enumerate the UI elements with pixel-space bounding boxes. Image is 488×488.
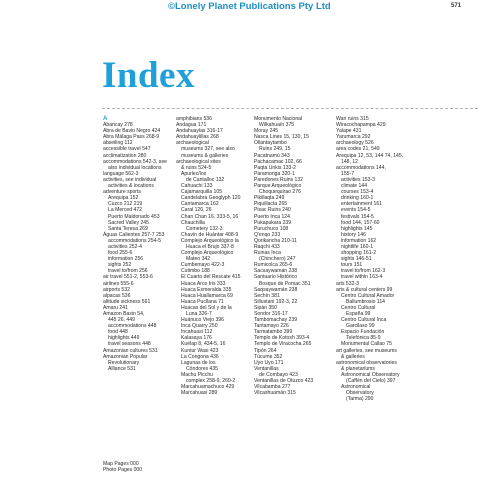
- index-entry: Tambomachay 239: [254, 317, 298, 324]
- index-entry: Puerto Inca 124: [254, 213, 290, 220]
- index-entry: air travel 551-2, 553-6: [103, 274, 153, 281]
- index-entry: arts 532-3: [336, 280, 359, 287]
- index-entry: Bosque de Pomac 351: [259, 280, 311, 287]
- index-entry: Paqta Unkis 133-2: [254, 164, 296, 171]
- index-entry: Arequipa 12, 53, 144 74, 145,: [336, 152, 404, 159]
- index-entry: Astronomical Observatory: [341, 371, 400, 378]
- index-entry: Nasca Lines 15, 130, 15: [254, 134, 309, 141]
- index-entry: Paredones Ruins 132: [254, 176, 303, 183]
- title-divider: [102, 108, 478, 109]
- index-entry: Cumbemayo 422-3: [181, 262, 225, 269]
- index-entry: Centro Cultural Inca: [341, 317, 387, 324]
- index-entry: climate 144: [341, 183, 368, 190]
- index-entry: Sacsaywamán 238: [254, 268, 298, 275]
- index-entry: Chan Chan 16, 333-5, 16: [181, 213, 239, 220]
- index-entry: Tipón 264: [254, 347, 277, 354]
- index-entry: Saqsaywamán 238: [254, 286, 298, 293]
- index-entry: Observatory: [346, 390, 374, 397]
- index-entry: sights 146-51: [341, 256, 372, 263]
- index-entry: La Congona 436: [181, 353, 219, 360]
- index-entry: Centro Cultural: [341, 304, 376, 311]
- index-entry: Templo de Viracocha 265: [254, 341, 312, 348]
- index-entry: (Chinchero) 247: [259, 256, 296, 263]
- index-entry: Huaca Huallamarca 69: [181, 292, 233, 299]
- index-entry: Huaca el Brujo 337-8: [186, 243, 234, 250]
- index-entry: Amazon Basin 54,: [103, 311, 145, 317]
- index-entry: courses 153-4: [341, 189, 374, 196]
- index-entry: Cantamarca 162: [181, 201, 219, 208]
- index-entry: also individual locations: [108, 164, 162, 171]
- index-entry: Choquequirao 276: [259, 189, 301, 196]
- index-entry: Ruins 249, 15: [259, 146, 291, 153]
- index-entry: Abancay 278: [103, 122, 133, 129]
- index-column-2: [176, 116, 240, 396]
- index-entry: Tantamayo 226: [254, 323, 289, 330]
- index-entry: area codes 21, 549: [336, 146, 380, 153]
- index-entry: Tarmatambo 399: [254, 329, 293, 336]
- index-entry: Sipán 350: [254, 304, 277, 311]
- index-entry: Caral 120, 26: [181, 207, 212, 214]
- index-entry: abseiling 112: [103, 140, 133, 147]
- page-header: [0, 0, 488, 14]
- index-entry: drinking 160-1: [341, 195, 374, 202]
- index-entry: food 255-6: [108, 250, 133, 257]
- index-entry: Abra Málaga Pass 268-9: [103, 134, 160, 141]
- index-entry: Andagua 171: [176, 122, 207, 129]
- index-entry: Telefónica 85-9: [346, 335, 381, 342]
- photo-pages-key: Photo Pages 000: [103, 467, 143, 474]
- index-entry: 148, 12: [341, 158, 358, 165]
- index-entry: accommodations 254-5: [108, 237, 161, 244]
- index-entry: tours 151: [341, 262, 363, 269]
- index-entry: Marcahuamachuco 429: [181, 384, 235, 391]
- index-entry: amphibians 536: [176, 116, 212, 122]
- index-entry: El Cuarto del Rescate 415: [181, 274, 241, 281]
- index-entry: events 154-5: [341, 207, 371, 214]
- index-entry: airlines 555-6: [103, 280, 134, 287]
- index-entry: Lagunas de los: [181, 359, 216, 366]
- index-entry: Yalape 431: [336, 128, 362, 135]
- index-entry: Andahuaylillas 268: [176, 134, 219, 141]
- index-entry: Rumicolca 265-6: [254, 262, 293, 269]
- index-entry: museums & galleries: [181, 152, 229, 159]
- index-entry: Mateo 342: [186, 256, 211, 263]
- index-entry: Cemetery 132-3: [186, 225, 223, 232]
- index-entry: Monumento Nacional: [254, 116, 303, 122]
- index-entry: Espacio Fundación: [341, 329, 385, 336]
- index-entry: Pachacamac 102, 66: [254, 158, 302, 165]
- index-entry: art galleries, see museums: [336, 347, 397, 354]
- index-entry: Qorikancha 210-11: [254, 237, 297, 244]
- index-entry: Sacred Valley 245: [108, 219, 149, 226]
- index-entry: Ruinas Inca: [254, 250, 281, 257]
- index-entry: archaeological: [176, 140, 209, 147]
- index-entry: Chauchilla: [181, 219, 205, 226]
- index-entry: Arequipa 152: [108, 195, 139, 202]
- index-entry: España 99: [346, 311, 371, 317]
- index-entry: Cutimbo 188: [181, 268, 210, 275]
- index-entry: Parque Arqueológico: [254, 183, 302, 190]
- index-entry: archaeology 526: [336, 140, 374, 147]
- index-entry: Huacas del Sol y de la: [181, 304, 232, 311]
- map-pages-key: Map Pages 000: [103, 461, 139, 467]
- index-column-3: [254, 116, 313, 396]
- index-entry: Águas Calientes 257-7 253: [103, 231, 165, 238]
- index-entry: altitude sickness 561: [103, 298, 151, 305]
- index-entry: Ballumbrosio 114: [346, 298, 385, 305]
- page-number: 571: [451, 3, 462, 9]
- index-entry: Huaca Esmeralda 335: [181, 286, 232, 293]
- index-entry: Cóndores 435: [186, 365, 219, 372]
- index-entry: (Caffén del Cielo) 397: [346, 378, 396, 385]
- index-entry: highlights 145: [341, 225, 373, 232]
- index-entry: Pacatnamú 343: [254, 152, 290, 159]
- index-entry: Ollantaytambo: [254, 140, 287, 147]
- index-entry: accommodations 144,: [336, 164, 386, 171]
- index-entry: food 448: [108, 329, 128, 336]
- index-entry: museums 327, see also: [181, 146, 235, 153]
- index-entry: Wiracochapampa 429: [336, 122, 386, 129]
- index-entry: information 256: [108, 256, 144, 263]
- index-entry: Piquillacta 265: [254, 201, 288, 208]
- index-entry: Sechín 381: [254, 292, 280, 299]
- index-entry: Incahuasi 112: [181, 329, 213, 336]
- index-entry: Luna 326-7: [186, 311, 212, 317]
- index-entry: Vilcabamba 277: [254, 384, 291, 391]
- index-entry: Túcume 352: [254, 353, 283, 360]
- index-entry: Vilcashuamán 315: [254, 390, 296, 397]
- index-entry: Inca Quarry 250: [181, 323, 218, 330]
- index-entry: Monumental Callao 75: [341, 341, 392, 348]
- index-entry: Ventanillas: [254, 365, 279, 372]
- index-entry: adventure sports: [103, 189, 141, 196]
- index-entry: arts & cultural centers 99: [336, 286, 393, 293]
- index-entry: Amazonian Popular: [103, 353, 148, 360]
- index-entry: Uyo Uyo 171: [254, 359, 284, 366]
- index-entry: & galleries: [341, 353, 365, 360]
- index-entry: Pukapukara 239: [254, 219, 292, 226]
- index-entry: Complejo Arqueológico la: [181, 237, 239, 244]
- index-entry: Cajamarquilla 105: [181, 189, 223, 196]
- index-entry: history 146: [341, 231, 366, 238]
- index-entry: Abra de Bavio Negro 424: [103, 128, 161, 135]
- index-entry: Ventanillas de Otuzco 423: [254, 378, 314, 385]
- index-entry: information 162: [341, 237, 377, 244]
- index-entry: Revolutionary: [108, 359, 140, 366]
- index-entry: Complejo Arqueológico: [181, 250, 234, 257]
- index-entry: Pisac Ruins 240: [254, 207, 291, 214]
- index-entry: Puruchuco 108: [254, 225, 289, 232]
- index-entry: & planetariums: [341, 365, 375, 372]
- index-entry: Templo de Kotosh 393-4: [254, 335, 310, 342]
- page-legend: [103, 461, 142, 473]
- index-entry: travel within 163-4: [341, 274, 383, 281]
- page-title: Index: [102, 55, 195, 96]
- index-entry: Huánuco Viejo 396: [181, 317, 224, 324]
- index-entry: Marcahuasi 289: [181, 390, 218, 397]
- index-entry: Candelabra Geoglyph 120: [181, 195, 241, 202]
- index-entry: Santuario Histórico: [254, 274, 298, 281]
- index-entry: travel to/from 256: [108, 268, 148, 275]
- index-entry: La Merced 472: [108, 207, 142, 214]
- index-entry: sights 252: [108, 262, 132, 269]
- index-entry: Garcilaso 99: [346, 323, 375, 330]
- index-entry: Raqchi 433: [254, 243, 280, 250]
- index-entry: de Cantalloc 132: [186, 176, 225, 183]
- index-entry: shopping 161-2: [341, 250, 377, 257]
- index-entry: Kuélap 8, 434-5, 16: [181, 341, 226, 348]
- index-entry: Sondor 316-17: [254, 311, 288, 317]
- index-entry: Puerto Maldonado 453: [108, 213, 160, 220]
- index-entry: 445 26, 449: [108, 317, 135, 324]
- index-entry: activities & locations: [108, 183, 154, 190]
- index-entry: airports 532: [103, 286, 130, 293]
- index-entry: Yarumarca 292: [336, 134, 371, 141]
- index-entry: acclimatization 280: [103, 152, 147, 159]
- index-entry: accommodations 542-3, see: [103, 158, 167, 165]
- index-entry: Wilkahuaín 375: [259, 122, 295, 129]
- index-entry: highlights 449: [108, 335, 140, 342]
- index-entry: food 144, 157-60: [341, 219, 380, 226]
- index-entry: accommodations 448: [108, 323, 157, 330]
- index-entry: Alliance 531: [108, 365, 136, 372]
- index-entry: Moray 245: [254, 128, 279, 135]
- index-entry: Kuntur Wasi 423: [181, 347, 219, 354]
- index-entry: Kalasaya 176: [181, 335, 212, 342]
- index-entry: nightlife 160-1: [341, 243, 374, 250]
- index-entry: alpacas 536: [103, 292, 131, 299]
- index-entry: activities, see individual: [103, 176, 157, 183]
- index-entry: astronomical observatories: [336, 359, 397, 366]
- index-entry: archaeological sites: [176, 158, 221, 165]
- index-entry: activities 252-4: [108, 243, 142, 250]
- index-entry: Wari ruins 315: [336, 116, 369, 122]
- index-entry: Apurlec/los: [181, 170, 207, 177]
- index-entry: complex 258-9, 260-2: [186, 378, 236, 385]
- index-entry: festivals 154-5: [341, 213, 374, 220]
- index-entry: Huaca Arco Iris 333: [181, 280, 226, 287]
- index-entry: Astronomical: [341, 384, 371, 391]
- index-entry: & ruins 524-5: [181, 164, 212, 171]
- index-entry: Centro Cultural Amador: [341, 292, 395, 299]
- index-column-1: [103, 116, 167, 372]
- index-entry: Pikillaqta 249: [254, 195, 285, 202]
- index-entry: Sillustani 192-3, 22: [254, 298, 298, 305]
- index-column-4: [336, 116, 403, 402]
- index-entry: Paramonga 320-1: [254, 170, 295, 177]
- index-entry: Q'enqo 233: [254, 231, 281, 238]
- index-entry: Huaca Pucllana 71: [181, 298, 224, 305]
- index-entry: Amaru 241: [103, 304, 128, 311]
- index-entry: activities 153-3: [341, 176, 375, 183]
- index-entry: language 562-3: [103, 170, 139, 177]
- index-entry: (Tarma) 290: [346, 396, 374, 403]
- index-entry: Cuzco 212 219: [108, 201, 143, 208]
- index-entry: entertainment 161: [341, 201, 383, 208]
- index-entry: 155-7: [341, 170, 355, 177]
- index-entry: accessible travel 547: [103, 146, 151, 153]
- index-entry: Cahuachi 133: [181, 183, 213, 190]
- index-entry: Machu Picchu: [181, 371, 213, 378]
- copyright-text: ©Lonely Planet Publications Pty Ltd: [168, 1, 331, 12]
- index-entry: Amazonian cultures 531: [103, 347, 158, 354]
- index-entry: Chavín de Huántar 408-9: [181, 231, 239, 238]
- index-entry: Andahuaylas 316-17: [176, 128, 223, 135]
- index-entry: de Combayo 423: [259, 371, 298, 378]
- index-letter-heading: A: [103, 116, 108, 122]
- index-entry: travel to/from 162-3: [341, 268, 386, 275]
- index-entry: Santa Teresa 269: [108, 225, 148, 232]
- index-entry: travel seasons 448: [108, 341, 151, 348]
